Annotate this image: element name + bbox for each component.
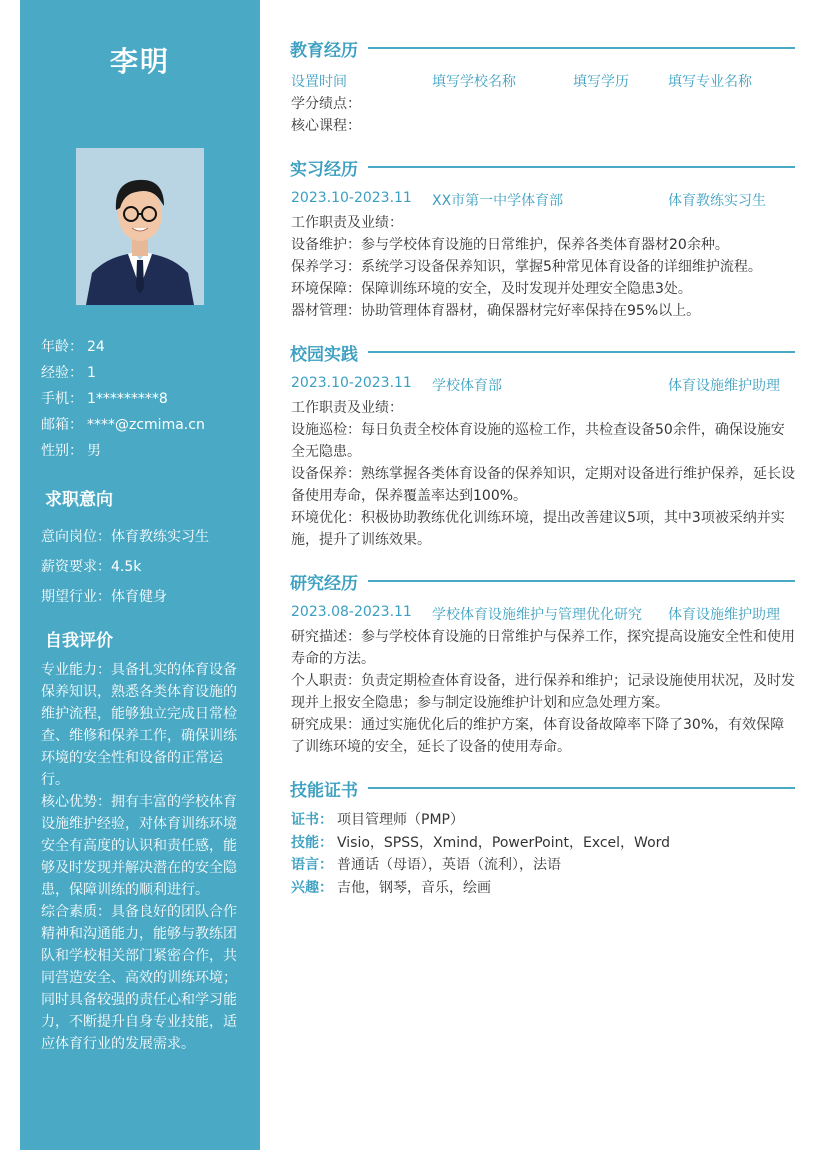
research-line: 研究描述：参与学校体育设施的日常维护与保养工作，探究提高设施安全性和使用寿命的方法。: [291, 629, 795, 667]
campus-org: 学校体育部: [432, 378, 502, 394]
internship-line: 器材管理：协助管理体育器材，确保器材完好率保持在95%以上。: [291, 303, 701, 319]
education-school: 填写学校名称: [432, 74, 516, 90]
campus-time: 2023.10-2023.11: [291, 375, 412, 391]
education-meta: [291, 71, 796, 91]
info-experience: 经验： 1: [41, 365, 96, 381]
campus-line: 设备保养：熟练掌握各类体育设备的保养知识，定期对设备进行维护保养，延长设备使用寿命，保养覆盖率达到100%。: [291, 466, 795, 504]
self-eval-item: 核心优势：拥有丰富的学校体育设施维护经验，对体育训练环境安全有高度的认识和责任感，能够及时发现并解决潜在的安全隐患，保障训练的顺利进行。: [41, 794, 237, 898]
internship-line: 环境保障：保障训练环境的安全，及时发现并处理安全隐患3处。: [291, 281, 692, 297]
research-heading: 研究经历: [290, 569, 795, 593]
skills-heading: 技能证书: [290, 776, 795, 800]
basic-info: [41, 334, 205, 464]
sidebar: [20, 0, 260, 1150]
internship-line: 保养学习：系统学习设备保养知识，掌握5种常见体育设备的详细维护流程。: [291, 259, 762, 275]
research-line: 研究成果：通过实施优化后的维护方案，体育设备故障率下降了30%，有效保障了训练环境的安全，延长了设备的使用寿命。: [291, 717, 785, 755]
internship-line: 工作职责及业绩：: [291, 215, 403, 231]
internship-role: 体育教练实习生: [668, 193, 766, 209]
education-time: 设置时间: [291, 74, 347, 90]
candidate-name: 李明: [109, 45, 170, 78]
info-phone: 手机： 1*********8: [41, 391, 168, 407]
intent-heading: 求职意向: [45, 490, 113, 510]
info-email: 邮箱： ****@zcmima.cn: [41, 417, 205, 433]
research-body: [291, 626, 795, 758]
campus-line: 环境优化：积极协助教练优化训练环境，提出改善建议5项，其中3项被采纳并实施，提升了训练效果。: [291, 510, 785, 548]
education-gpa: 学分绩点：: [291, 96, 361, 112]
internship-org: XX市第一中学体育部: [432, 193, 564, 209]
intent-list: [41, 522, 209, 612]
skill-languages: 语言： 普通话（母语），英语（流利），法语: [291, 857, 561, 873]
profile-photo: [76, 148, 204, 305]
campus-role: 体育设施维护助理: [668, 378, 780, 394]
education-heading: 教育经历: [290, 36, 795, 60]
research-role: 体育设施维护助理: [668, 607, 780, 623]
education-body: [291, 93, 795, 137]
research-meta: [291, 604, 796, 624]
campus-body: [291, 397, 795, 551]
campus-meta: [291, 375, 796, 395]
research-time: 2023.08-2023.11: [291, 604, 412, 620]
info-age: 年龄： 24: [41, 339, 105, 355]
education-major: 填写专业名称: [668, 74, 752, 90]
info-gender: 性别： 男: [41, 443, 101, 459]
education-degree: 填写学历: [573, 74, 629, 90]
self-eval-item: 综合素质：具备良好的团队合作精神和沟通能力，能够与教练团队和学校相关部门紧密合作，共同营造安全、高效的训练环境；同时具备较强的责任心和学习能力，不断提升自身专业技能，适应体育行业的发展需求。: [41, 904, 237, 1052]
internship-time: 2023.10-2023.11: [291, 190, 412, 206]
intent-position: 意向岗位：体育教练实习生: [41, 529, 209, 545]
intent-industry: 期望行业：体育健身: [41, 589, 167, 605]
skills-body: [291, 809, 795, 899]
campus-line: 工作职责及业绩：: [291, 400, 403, 416]
skill-interests: 兴趣： 吉他，钢琴，音乐，绘画: [291, 879, 491, 896]
intent-salary: 薪资要求：4.5k: [41, 559, 142, 575]
internship-body: [291, 212, 795, 322]
campus-line: 设施巡检：每日负责全校体育设施的巡检工作，共检查设备50余件，确保设施安全无隐患。: [291, 422, 785, 460]
education-courses: 核心课程：: [291, 118, 361, 134]
skill-certificate: 证书： 项目管理师（PMP）: [291, 812, 464, 828]
self-eval-heading: 自我评价: [45, 631, 113, 651]
research-line: 个人职责：负责定期检查体育设备，进行保养和维护；记录设施使用状况，及时发现并上报安全隐患；参与制定设施维护计划和应急处理方案。: [291, 673, 795, 711]
internship-meta: [291, 190, 796, 210]
self-eval-item: 专业能力：具备扎实的体育设备保养知识，熟悉各类体育设施的维护流程，能够独立完成日常检查、维修和保养工作，确保训练环境的安全性和设备的正常运行。: [41, 662, 237, 788]
research-org: 学校体育设施维护与管理优化研究: [432, 607, 642, 623]
self-eval-text: [41, 659, 241, 1055]
skill-tools: 技能： Visio，SPSS，Xmind，PowerPoint，Excel，Word: [291, 834, 671, 851]
campus-heading: 校园实践: [290, 340, 795, 364]
internship-line: 设备维护：参与学校体育设施的日常维护，保养各类体育器材20余种。: [291, 237, 729, 253]
internship-heading: 实习经历: [290, 155, 795, 179]
